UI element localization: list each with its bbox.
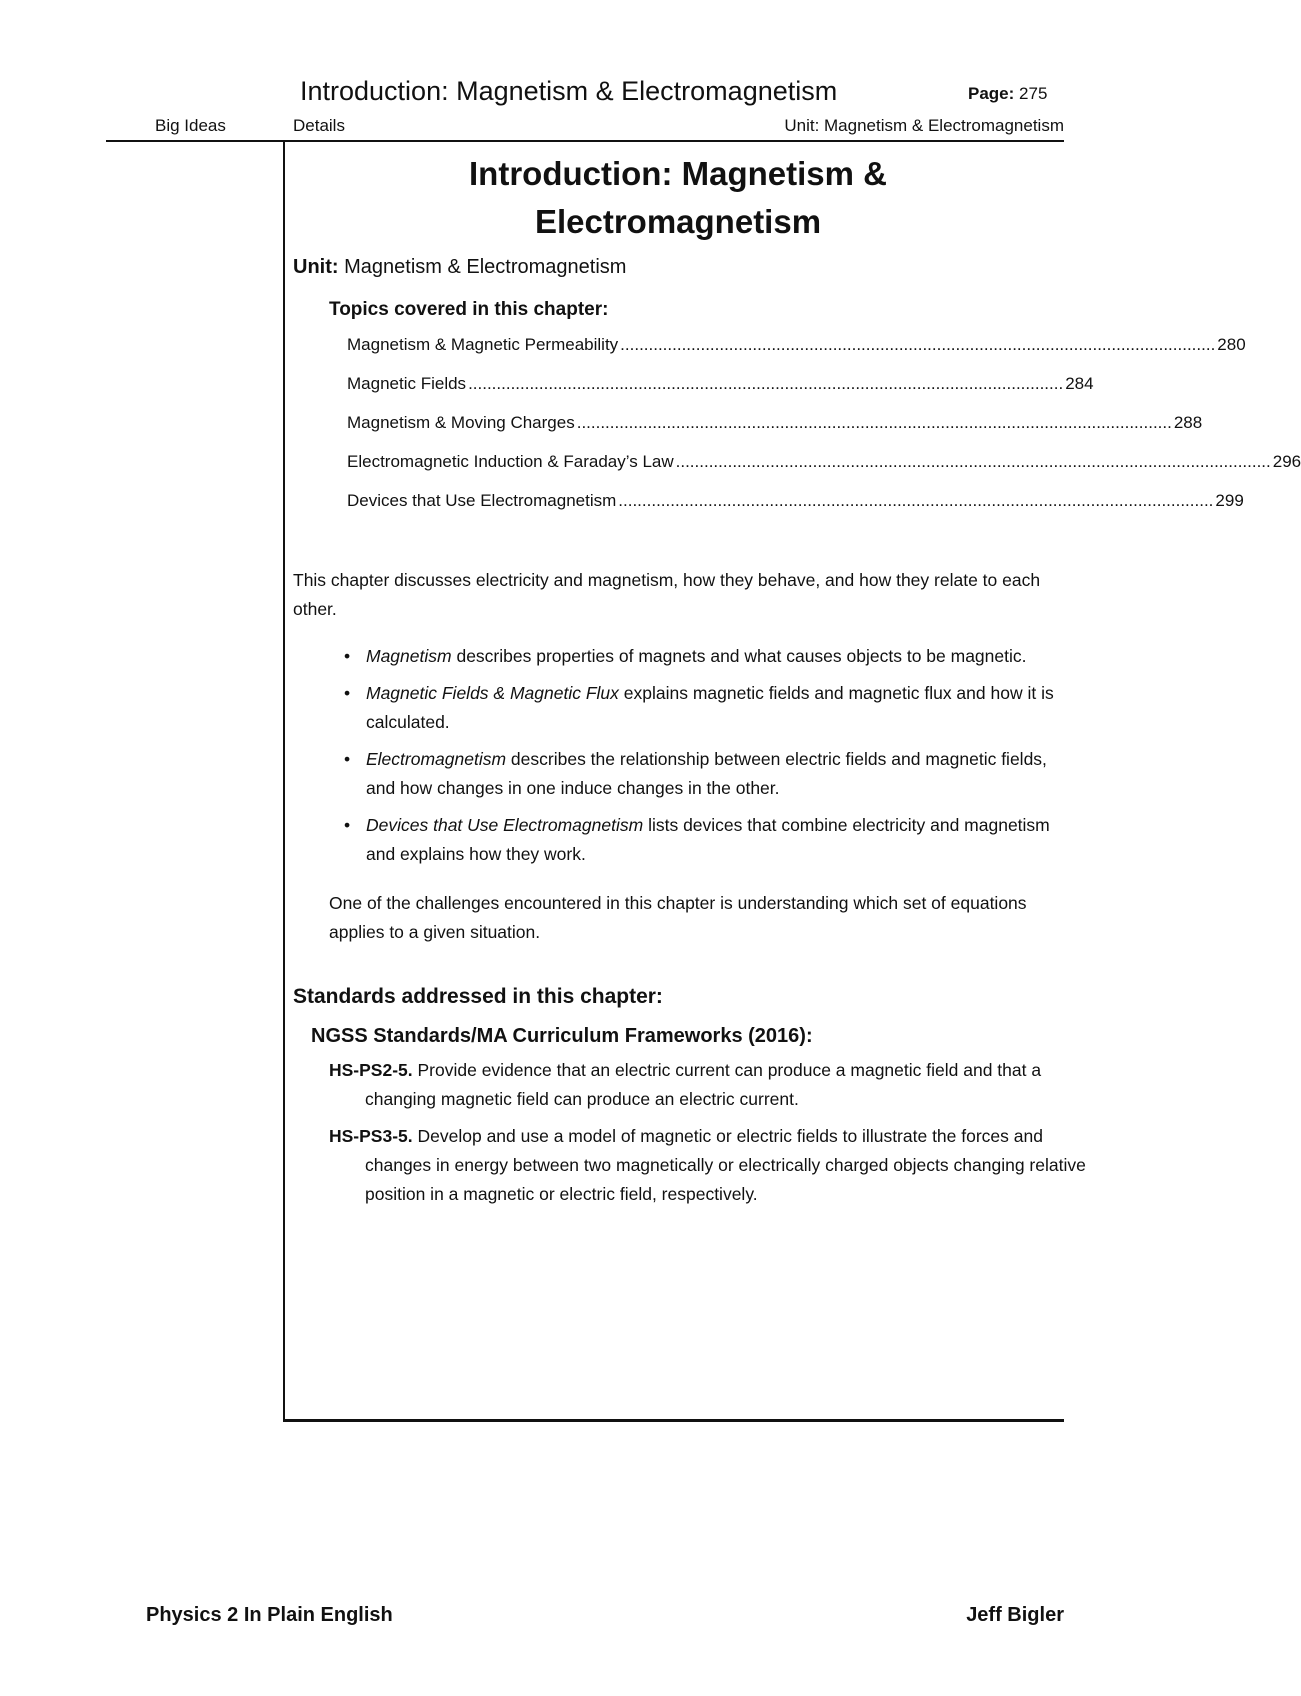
bullet-term: Magnetic Fields & Magnetic Flux — [366, 683, 619, 703]
chapter-title-line2: Electromagnetism — [534, 203, 822, 240]
toc-entry-label: Electromagnetic Induction & Faraday’s Law — [347, 452, 674, 471]
toc-entry-page: 280 — [1217, 335, 1246, 354]
page-number-value: 275 — [1019, 84, 1048, 103]
bullet-term: Devices that Use Electromagnetism — [366, 815, 644, 835]
unit-value: Magnetism & Electromagnetism — [338, 256, 627, 278]
toc-entry-page: 296 — [1272, 452, 1301, 471]
topics-heading: Topics covered in this chapter: — [329, 299, 609, 320]
list-item — [344, 745, 1066, 803]
bullet-text: lists devices that combine electricity and magnetism and explains how they work. — [366, 815, 1050, 864]
column-header-unit: Unit: Magnetism & Electromagnetism — [784, 116, 1064, 135]
toc-leader-dots: .............................................................................................................................. — [576, 413, 1172, 432]
toc-entry-page: 284 — [1065, 374, 1094, 393]
toc-entry[interactable] — [347, 452, 1301, 491]
chapter-title — [293, 150, 1063, 246]
bullet-icon: • — [344, 683, 351, 703]
column-header-big-ideas: Big Ideas — [155, 116, 226, 135]
topic-bullet-list — [293, 642, 1068, 869]
standard-code: HS-PS2-5. — [329, 1060, 413, 1080]
bullet-text: explains magnetic fields and magnetic flux and how it is calculated. — [366, 683, 1054, 732]
standard-item — [329, 1056, 1105, 1114]
toc-leader-dots: .............................................................................................................................. — [468, 374, 1064, 393]
intro-paragraph: This chapter discusses electricity and magnetism, how they behave, and how they relate to each other. — [293, 570, 1041, 619]
standard-text: Develop and use a model of magnetic or electric fields to illustrate the forces and changes in energy between two magnetically or electrically charged objects changing relative position in a magnetic or electric field, respectively. — [365, 1126, 1086, 1204]
toc-entry-page: 288 — [1173, 413, 1203, 432]
footer-book-title: Physics 2 In Plain English — [146, 1604, 393, 1626]
page-label: Page: — [968, 84, 1015, 103]
toc-entry-label: Devices that Use Electromagnetism — [347, 491, 617, 510]
toc-leader-dots: .............................................................................................................................. — [675, 452, 1271, 471]
toc-entry-label: Magnetic Fields — [347, 374, 467, 393]
ngss-heading: NGSS Standards/MA Curriculum Frameworks (2016): — [311, 1025, 813, 1047]
list-item — [344, 642, 1066, 671]
toc-entry-label: Magnetism & Magnetic Permeability — [347, 335, 619, 354]
bullet-icon: • — [344, 646, 351, 666]
standard-code: HS-PS3-5. — [329, 1126, 413, 1146]
column-divider — [283, 141, 285, 1421]
column-header-details: Details — [293, 116, 345, 135]
page-number — [968, 84, 1047, 104]
toc-leader-dots: .............................................................................................................................. — [618, 491, 1214, 510]
unit-line — [293, 256, 1068, 279]
running-header-title: Introduction: Magnetism & Electromagnetism — [300, 76, 838, 106]
bullet-text: describes properties of magnets and what causes objects to be magnetic. — [451, 646, 1027, 666]
content-bottom-divider — [283, 1419, 1064, 1422]
standards-heading: Standards addressed in this chapter: — [293, 985, 663, 1008]
toc-entry[interactable] — [347, 335, 1246, 374]
header-divider — [106, 140, 1064, 142]
bullet-text: describes the relationship between electric fields and magnetic fields, and how changes in one induce changes in the other. — [366, 749, 1047, 798]
details-column — [293, 150, 1301, 1209]
bullet-term: Magnetism — [366, 646, 452, 666]
footer-author: Jeff Bigler — [966, 1604, 1064, 1626]
unit-label: Unit: — [293, 256, 339, 278]
toc-entry[interactable] — [347, 374, 1094, 413]
toc-leader-dots: .............................................................................................................................. — [620, 335, 1216, 354]
list-item — [344, 811, 1066, 869]
list-item — [344, 679, 1066, 737]
bullet-term: Electromagnetism — [366, 749, 507, 769]
table-of-contents — [347, 335, 1301, 530]
chapter-title-line1: Introduction: Magnetism & — [469, 155, 887, 192]
challenge-paragraph: One of the challenges encountered in this chapter is understanding which set of equations applies to a given situation. — [329, 893, 1027, 942]
standard-text: Provide evidence that an electric current can produce a magnetic field and that a changing magnetic field can produce an electric current. — [365, 1060, 1042, 1109]
toc-entry-page: 299 — [1215, 491, 1244, 510]
bullet-icon: • — [344, 815, 351, 835]
bullet-icon: • — [344, 749, 351, 769]
toc-entry[interactable] — [347, 491, 1244, 530]
toc-entry-label: Magnetism & Moving Charges — [347, 413, 575, 432]
standard-item — [329, 1122, 1105, 1209]
toc-entry[interactable] — [347, 413, 1203, 452]
